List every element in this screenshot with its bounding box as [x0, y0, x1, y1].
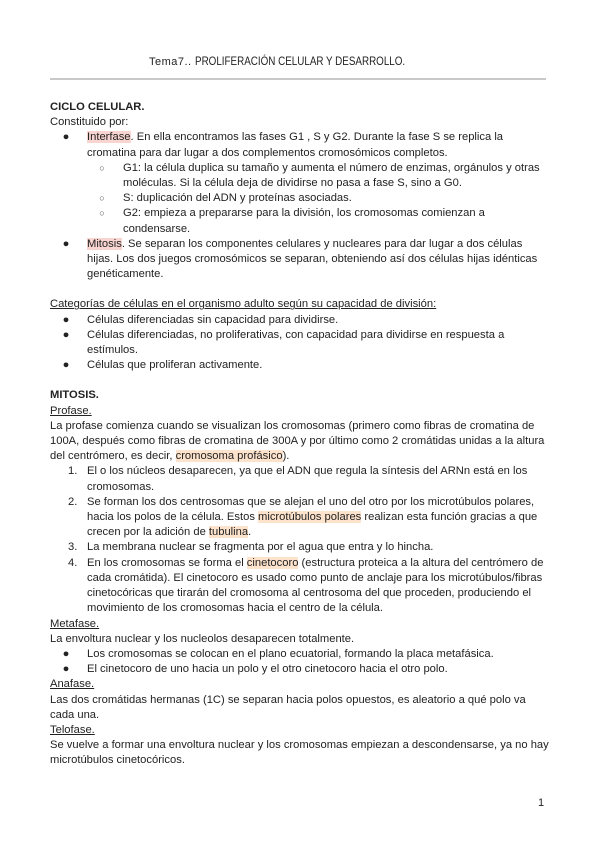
profase-paragraph: La profase comienza cuando se visualizan los cromosomas (primero como fibras de cromatina de 100A, después como fibras de cromatina de 300A y por último como 2 cromátidas unidas a la altura del centrómero, es decir, cromosoma profásico).	[50, 419, 545, 463]
bullet-icon: ●	[62, 647, 70, 660]
ciclo-list	[50, 130, 550, 282]
page-header	[0, 54, 600, 70]
highlight-tubulina: tubulina	[208, 526, 249, 539]
list-item: ● Células que proliferan activamente.	[50, 358, 550, 373]
bullet-icon: ●	[62, 663, 70, 676]
profase-steps	[50, 464, 550, 616]
bullet-icon: ●	[62, 313, 70, 326]
highlight-cromosoma-profasico: cromosoma profásico	[175, 450, 283, 463]
circle-bullet-icon: ○	[99, 162, 105, 173]
document-body	[50, 100, 550, 769]
subheading-telofase: Telofase.	[50, 723, 95, 736]
highlight-cinetocoro: cinetocoro	[246, 556, 299, 569]
bullet-icon: ●	[62, 237, 70, 250]
sublist-item-g1: ○ G1: la célula duplica su tamaño y aumenta el número de enzimas, orgánulos y otras moléculas. Si la célula deja de dividirse no pasa a fase S, sino a G0.	[50, 161, 550, 191]
list-item: ● El cinetocoro de uno hacia un polo y el otro cinetocoro hacia el otro polo.	[50, 662, 550, 677]
step-item: 1. El o los núcleos desaparecen, ya que el ADN que regula la síntesis del ARNn está en los cromosomas.	[68, 465, 528, 493]
list-item-interfase: ● Interfase. En ella encontramos las fases G1 , S y G2. Durante la fase S se replica la cromatina para dar lugar a dos complementos cromosómicos completos.	[50, 130, 550, 160]
categorias-list	[50, 313, 550, 374]
step-item: 4. En los cromosomas se forma el cinetocoro (estructura proteica a la altura del centrómero de cada cromátida). El cinetocoro es usado como punto de anclaje para los microtúbulos/fibras cinetocóricas que tirarán del cromosoma al centrosoma del que proceden, produciendo el movimiento de los cromosomas hacia el centro de la célula.	[68, 556, 544, 615]
list-item: ● Células diferenciadas sin capacidad para dividirse.	[50, 313, 550, 328]
spacer	[50, 282, 550, 297]
header-divider	[50, 78, 546, 80]
highlight-mitosis: Mitosis	[87, 237, 122, 250]
subheading-profase: Profase.	[50, 404, 92, 417]
header-title: PROLIFERACIÓN CELULAR Y DESARROLLO.	[194, 54, 405, 68]
highlight-microtubulos-polares: microtúbulos polares	[258, 511, 362, 524]
page-number: 1	[538, 797, 545, 809]
bullet-icon: ●	[62, 328, 70, 341]
telofase-paragraph: Se vuelve a formar una envoltura nuclear y los cromosomas empiezan a descondensarse, ya no hay microtúbulos cinetocóricos.	[50, 739, 549, 767]
ciclo-intro: Constituido por:	[50, 116, 129, 129]
metafase-list	[50, 647, 550, 677]
subheading-metafase: Metafase.	[50, 617, 100, 630]
subheading-anafase: Anafase.	[50, 678, 95, 691]
metafase-paragraph: La envoltura nuclear y los nucleolos desaparecen totalmente.	[50, 632, 355, 645]
bullet-icon: ●	[62, 359, 70, 372]
categorias-heading: Categorías de células en el organismo adulto según su capacidad de división:	[50, 298, 437, 311]
section-heading-ciclo: CICLO CELULAR.	[50, 101, 145, 113]
sublist-item-g2: ○ G2: empieza a prepararse para la división, los cromosomas comienzan a condensarse.	[50, 206, 550, 236]
spacer	[50, 373, 550, 388]
circle-bullet-icon: ○	[99, 208, 105, 219]
list-item-mitosis: ● Mitosis. Se separan los componentes celulares y nucleares para dar lugar a dos células hijas. Los dos juegos cromosómicos se separan, obteniendo así dos células hijas idénticas genéticamente.	[50, 237, 550, 283]
list-item: ● Los cromosomas se colocan en el plano ecuatorial, formando la placa metafásica.	[50, 647, 550, 662]
step-item: 2. Se forman los dos centrosomas que se alejan el uno del otro por los microtúbulos polares, hacia los polos de la célula. Estos microtúbulos polares realizan esta función gracias a que crecen por la adición de tubulina.	[68, 495, 538, 539]
header-prefix: Tema7..	[148, 56, 192, 68]
anafase-paragraph: Las dos cromátidas hermanas (1C) se separan hacia polos opuestos, es aleatorio a qué polo va cada una.	[50, 693, 526, 721]
list-item: ● Células diferenciadas, no proliferativas, con capacidad para dividirse en respuesta a estímulos.	[50, 328, 550, 358]
bullet-icon: ●	[62, 131, 70, 144]
step-item: 3. La membrana nuclear se fragmenta por el agua que entra y lo hincha.	[68, 541, 434, 554]
circle-bullet-icon: ○	[99, 193, 105, 204]
section-heading-mitosis: MITOSIS.	[50, 389, 99, 402]
highlight-interfase: Interfase	[87, 131, 131, 144]
sublist-item-s: ○ S: duplicación del ADN y proteínas asociadas.	[50, 191, 550, 206]
